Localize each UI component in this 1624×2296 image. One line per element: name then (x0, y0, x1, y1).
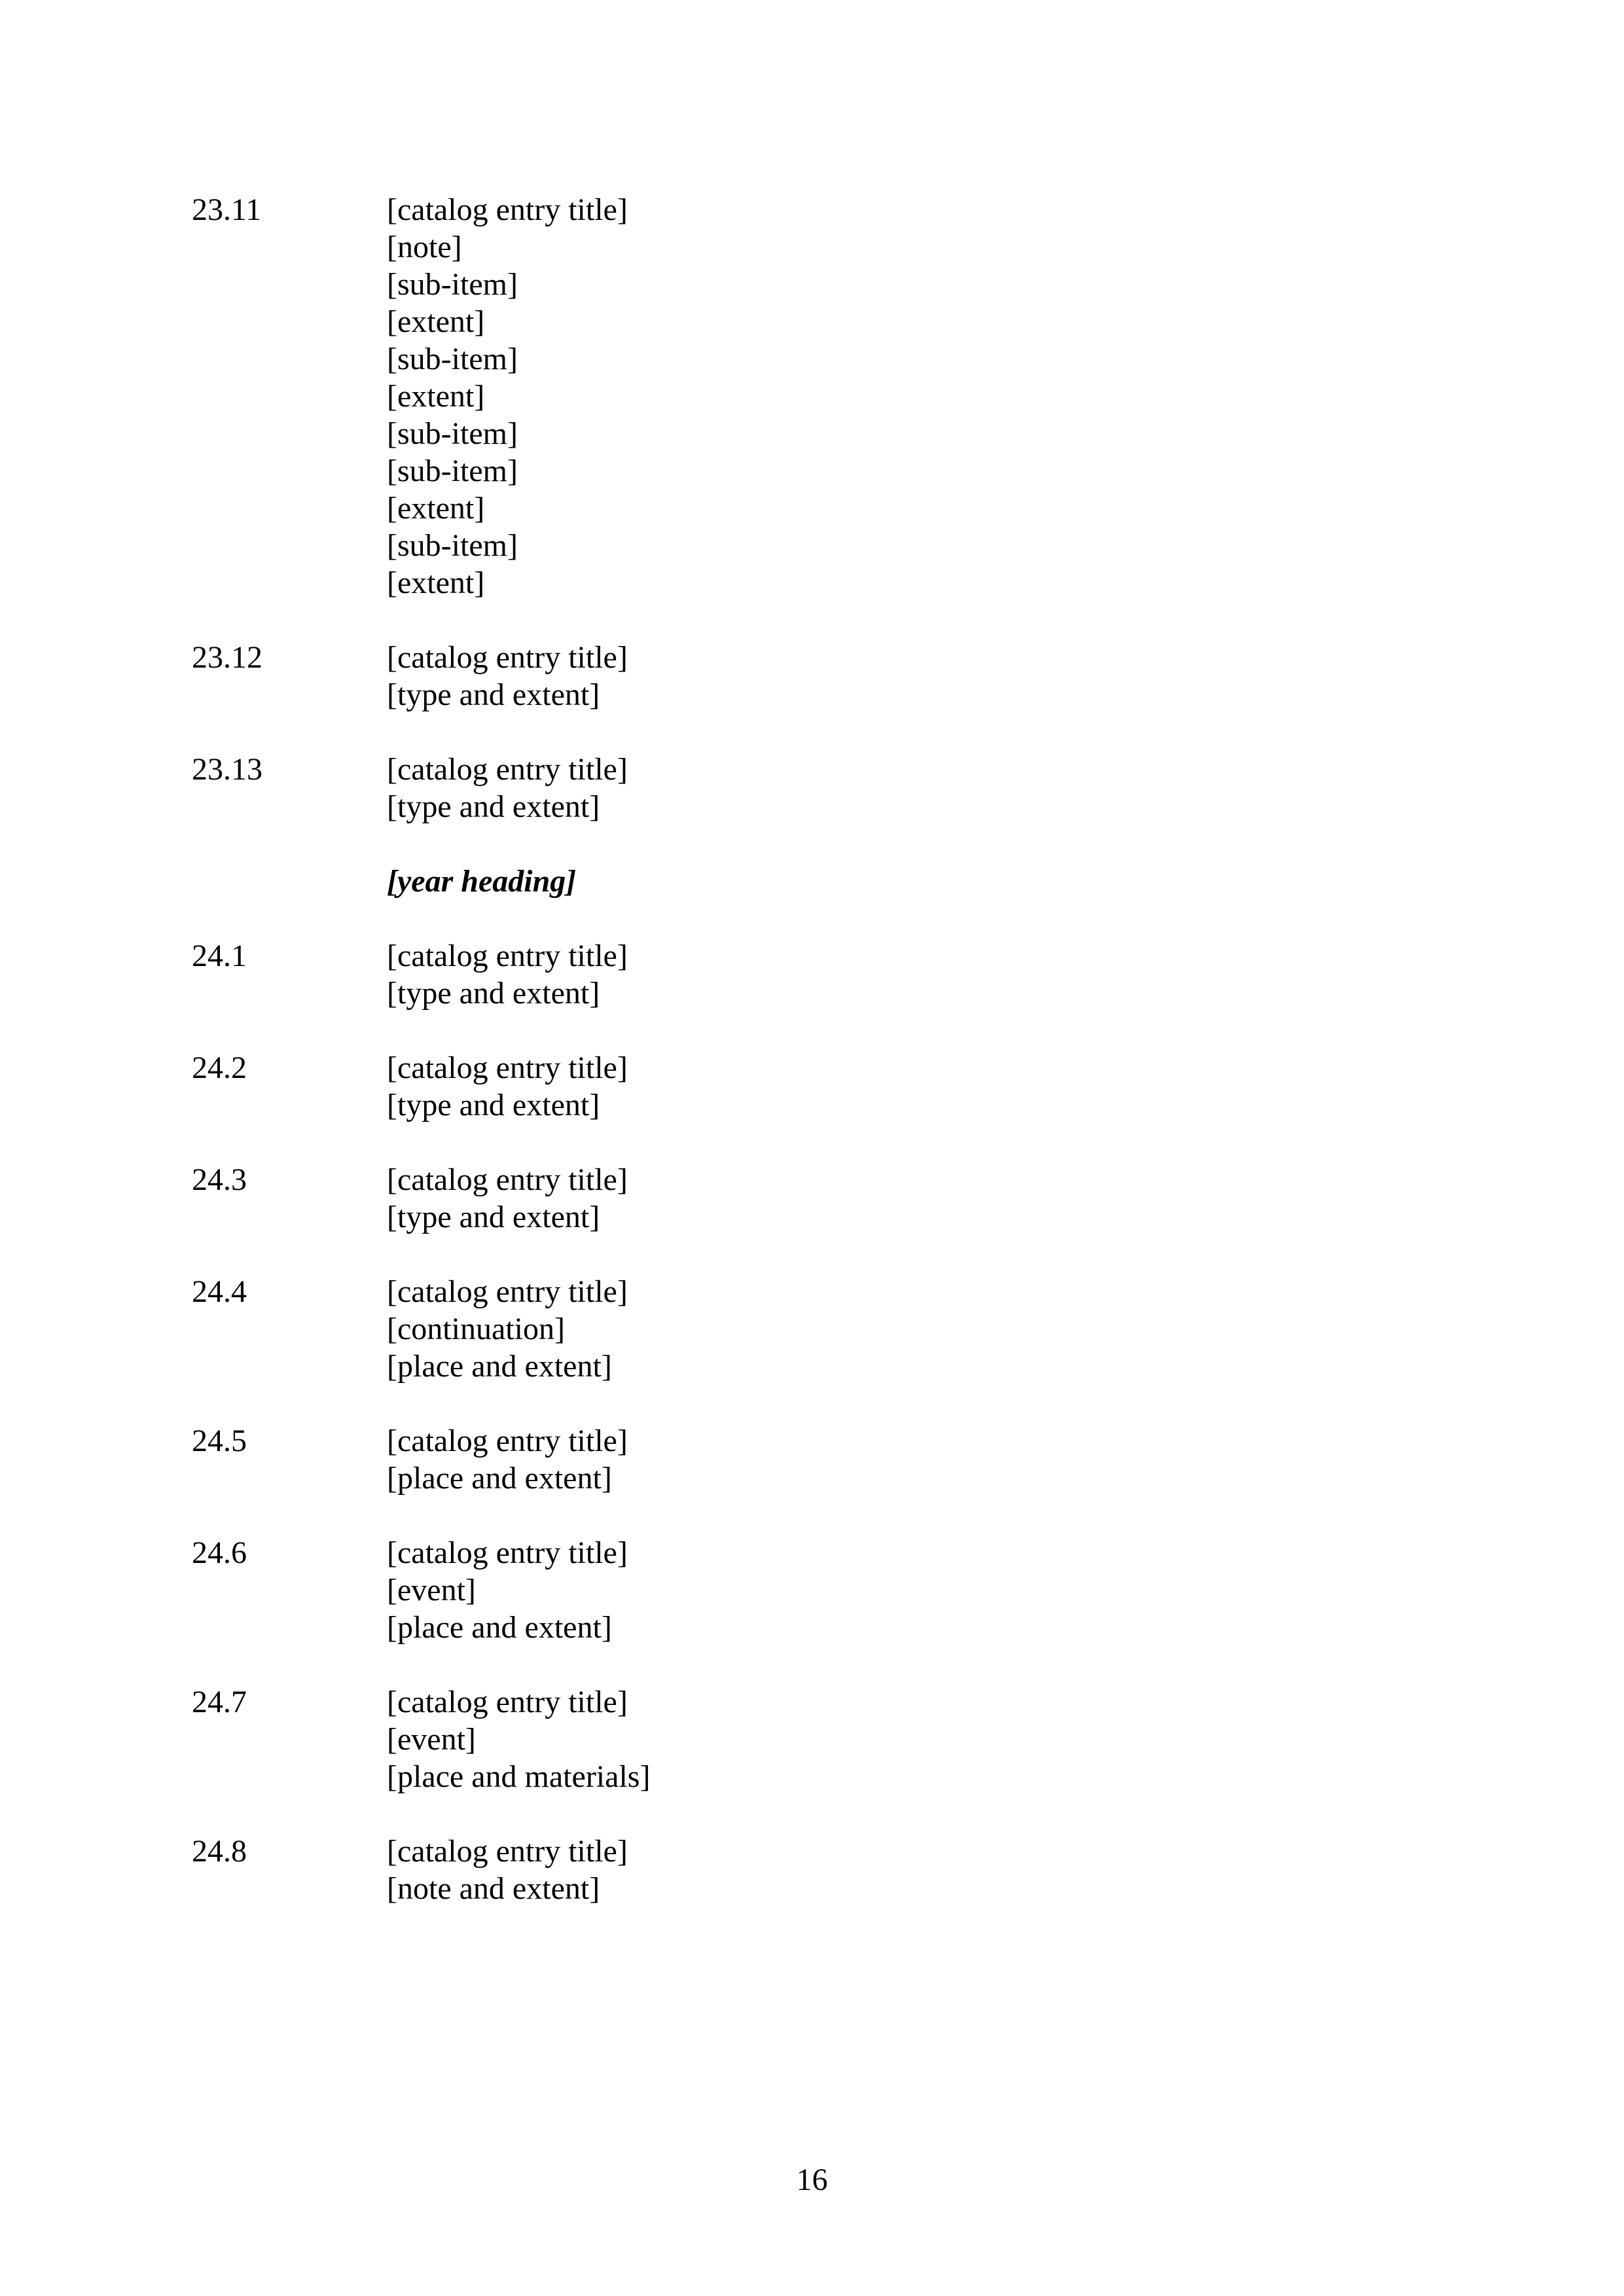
catalog-entry (192, 937, 1435, 1012)
entry-line: [type and extent] (387, 677, 600, 712)
entry-line: [event] (387, 1573, 476, 1607)
entry-line: [extent] (387, 379, 485, 414)
catalog-entry (192, 191, 1435, 601)
entry-line: [note] (387, 230, 462, 264)
entry-line: [sub-item] (387, 342, 518, 376)
entry-number: 24.2 (192, 1050, 247, 1085)
entry-line: [place and extent] (387, 1461, 612, 1496)
entry-line: [catalog entry title] (387, 1274, 628, 1309)
entry-line: [sub-item] (387, 454, 518, 488)
entry-number: 23.12 (192, 640, 262, 675)
entry-line: [catalog entry title] (387, 1050, 628, 1085)
entry-line: [extent] (387, 565, 485, 600)
entry-line: [type and extent] (387, 1088, 600, 1122)
entry-line: [place and extent] (387, 1610, 612, 1645)
entry-line: [catalog entry title] (387, 192, 628, 227)
catalog-entry (192, 1273, 1435, 1385)
catalog-entry (192, 1422, 1435, 1497)
catalog-entry (192, 1049, 1435, 1124)
page-number: 16 (796, 2162, 828, 2197)
entry-line: [type and extent] (387, 789, 600, 824)
entry-line: [place and materials] (387, 1759, 651, 1794)
entry-line: [catalog entry title] (387, 640, 628, 675)
entry-line: [note and extent] (387, 1871, 600, 1906)
entry-line: [catalog entry title] (387, 1834, 628, 1869)
catalog-entry (192, 1161, 1435, 1236)
entry-description (387, 1161, 1435, 1236)
entry-number: 24.6 (192, 1535, 247, 1570)
entry-description (387, 639, 1435, 713)
entry-line: [catalog entry title] (387, 939, 628, 973)
section-heading: [year heading] (387, 864, 577, 899)
catalog-entry (192, 639, 1435, 713)
entry-line: [type and extent] (387, 976, 600, 1011)
entry-description (387, 751, 1435, 825)
catalog-entry (192, 751, 1435, 825)
catalog-entry (192, 1683, 1435, 1795)
entry-description (387, 1049, 1435, 1124)
entry-description (387, 1534, 1435, 1646)
entry-number: 24.5 (192, 1424, 247, 1458)
entry-number: 24.1 (192, 939, 247, 973)
entry-line: [catalog entry title] (387, 752, 628, 787)
catalog-entry (192, 1534, 1435, 1646)
catalog-entry (192, 1833, 1435, 1907)
entry-description (387, 937, 1435, 1012)
entry-number: 24.4 (192, 1274, 247, 1309)
entry-line: [sub-item] (387, 528, 518, 563)
entry-line: [extent] (387, 491, 485, 526)
entry-number: 24.7 (192, 1685, 247, 1719)
entry-number: 23.11 (192, 192, 262, 227)
entry-line: [place and extent] (387, 1349, 612, 1384)
entry-line: [sub-item] (387, 416, 518, 451)
catalog-entries (192, 191, 1435, 1945)
entry-description (387, 1273, 1435, 1385)
entry-description (387, 1683, 1435, 1795)
entry-line: [catalog entry title] (387, 1424, 628, 1458)
entry-line: [sub-item] (387, 267, 518, 302)
entry-line: [event] (387, 1722, 476, 1757)
entry-line: [catalog entry title] (387, 1685, 628, 1719)
entry-line: [type and extent] (387, 1200, 600, 1234)
entry-line: [continuation] (387, 1312, 565, 1346)
entry-number: 24.3 (192, 1162, 247, 1197)
entry-line: [extent] (387, 304, 485, 339)
entry-description (387, 1833, 1435, 1907)
entry-number: 24.8 (192, 1834, 247, 1869)
entry-line: [catalog entry title] (387, 1535, 628, 1570)
entry-line: [catalog entry title] (387, 1162, 628, 1197)
entry-number: 23.13 (192, 752, 262, 787)
entry-description (387, 1422, 1435, 1497)
entry-description (387, 191, 1435, 601)
